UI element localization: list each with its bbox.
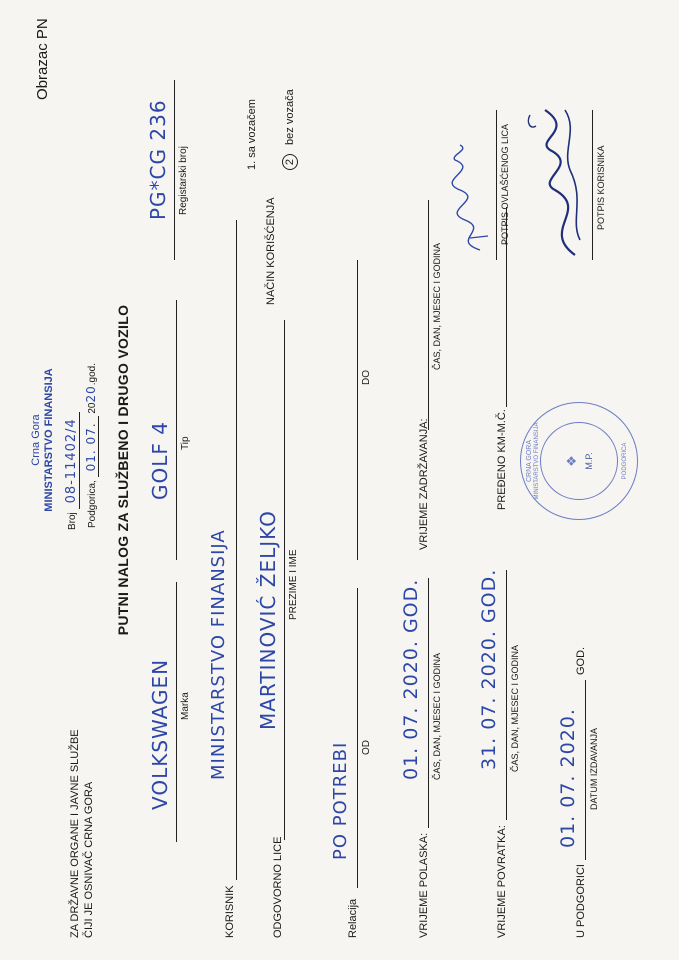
povratak-label: VRIJEME POVRATKA: xyxy=(496,825,508,938)
korisnik-label: KORISNIK xyxy=(224,885,236,938)
relacija-do-label: DO xyxy=(361,370,372,385)
header-left xyxy=(68,729,96,938)
izdavanje-value: 01. 07. 2020. xyxy=(557,708,579,848)
odgovorno-label: ODGOVORNO LICE xyxy=(272,836,284,938)
form-code: Obrazac PN xyxy=(34,18,51,100)
reg-line xyxy=(174,80,175,260)
place-label: Podgorica, xyxy=(87,480,98,528)
reg-value: PG*CG 236 xyxy=(146,99,170,220)
header-left-line2: ČIJI JE OSNIVAČ CRNA GORA xyxy=(83,781,95,938)
povratak-line xyxy=(506,570,507,820)
nacin-option2 xyxy=(282,89,298,170)
place-date-row xyxy=(84,363,98,528)
povratak-value: 31. 07. 2020. GOD. xyxy=(478,568,500,770)
nacin-option2-text: bez vozača xyxy=(284,89,296,145)
ministry-name: MINISTARSTVO FINANSIJA xyxy=(43,368,55,512)
odgovorno-sublabel: PREZIME I IME xyxy=(288,549,299,620)
relacija-value: PO POTREBI xyxy=(330,741,351,860)
predjeno-label: PREĐENO KM-M.Č. xyxy=(496,409,508,510)
year-suffix: .god. xyxy=(87,362,98,386)
ovlasceno-signature xyxy=(440,140,500,260)
izdavanje-sublabel: DATUM IZDAVANJA xyxy=(589,727,599,810)
broj-value: 08-11402/4 xyxy=(64,412,80,509)
korisnik-line xyxy=(236,220,237,880)
official-stamp xyxy=(520,400,640,520)
header-left-line1: ZA DRŽAVNE ORGANE I JAVNE SLUŽBE xyxy=(69,729,81,938)
relacija-od-label: OD xyxy=(361,740,372,755)
stamp-emblem-icon: ❖ xyxy=(564,455,579,467)
nacin-option2-circled-number: 2 xyxy=(282,154,298,170)
stamp-bottom-text: PODGORICA xyxy=(622,442,628,480)
stamp-center-text: M.P. xyxy=(584,452,594,470)
marka-value: VOLKSWAGEN xyxy=(148,658,172,810)
korisnik-signature-label: POTPIS KORISNIKA xyxy=(596,145,606,230)
korisnik-signature-line xyxy=(592,110,593,260)
ovlasceno-line xyxy=(496,110,497,260)
year-prefix: 20 xyxy=(87,402,98,414)
korisnik-value: MINISTARSTVO FINANSIJA xyxy=(208,529,229,780)
izdavanje-line xyxy=(585,680,586,860)
relacija-label: Relacija xyxy=(347,898,359,938)
relacija-od-line xyxy=(357,588,358,888)
tip-value: GOLF 4 xyxy=(148,421,172,500)
tip-line xyxy=(176,300,177,560)
zadrzavanje-line xyxy=(428,200,429,430)
broj-label: Broj xyxy=(67,512,78,530)
polazak-line xyxy=(428,578,429,828)
izdavanje-label: U PODGORICI xyxy=(575,864,587,938)
year-value: 20 xyxy=(84,385,98,403)
broj-row xyxy=(64,412,79,530)
polazak-value: 01. 07. 2020. GOD. xyxy=(400,578,422,780)
tip-label: Tip xyxy=(180,436,191,450)
polazak-label: VRIJEME POLASKA: xyxy=(418,832,430,938)
relacija-do-line xyxy=(357,260,358,560)
marka-label: Marka xyxy=(180,692,191,720)
zadrzavanje-sublabel: ČAS, DAN, MJESEC I GODINA xyxy=(432,242,442,370)
korisnik-signature xyxy=(520,100,600,260)
marka-line xyxy=(176,582,177,842)
odgovorno-value: MARTINOVIĆ ŽELJKO xyxy=(256,510,280,730)
ovlasceno-label: POTPIS OVLAŠĆENOG LICA xyxy=(500,123,510,245)
stamp-top-text: CRNA GORA xyxy=(526,440,533,483)
nacin-label: NAČIN KORIŠĆENJA xyxy=(265,197,277,305)
country-name: Crna Gora xyxy=(30,414,42,466)
izdavanje-suffix: GOD. xyxy=(575,646,587,675)
reg-label: Registarski broj xyxy=(178,146,189,215)
polazak-sublabel: ČAS, DAN, MJESEC I GODINA xyxy=(432,652,442,780)
form-title: PUTNI NALOG ZA SLUŽBENO I DRUGO VOZILO xyxy=(115,304,131,636)
povratak-sublabel: ČAS, DAN, MJESEC I GODINA xyxy=(510,644,520,772)
odgovorno-line xyxy=(284,320,285,840)
zadrzavanje-label: VRIJEME ZADRŽAVANJA: xyxy=(418,418,430,550)
place-date-value: 01. 07. xyxy=(84,416,99,477)
stamp-ring-text: MINISTARSTVO FINANSIJA xyxy=(534,422,540,500)
nacin-option1: 1. sa vozačem xyxy=(246,99,258,170)
